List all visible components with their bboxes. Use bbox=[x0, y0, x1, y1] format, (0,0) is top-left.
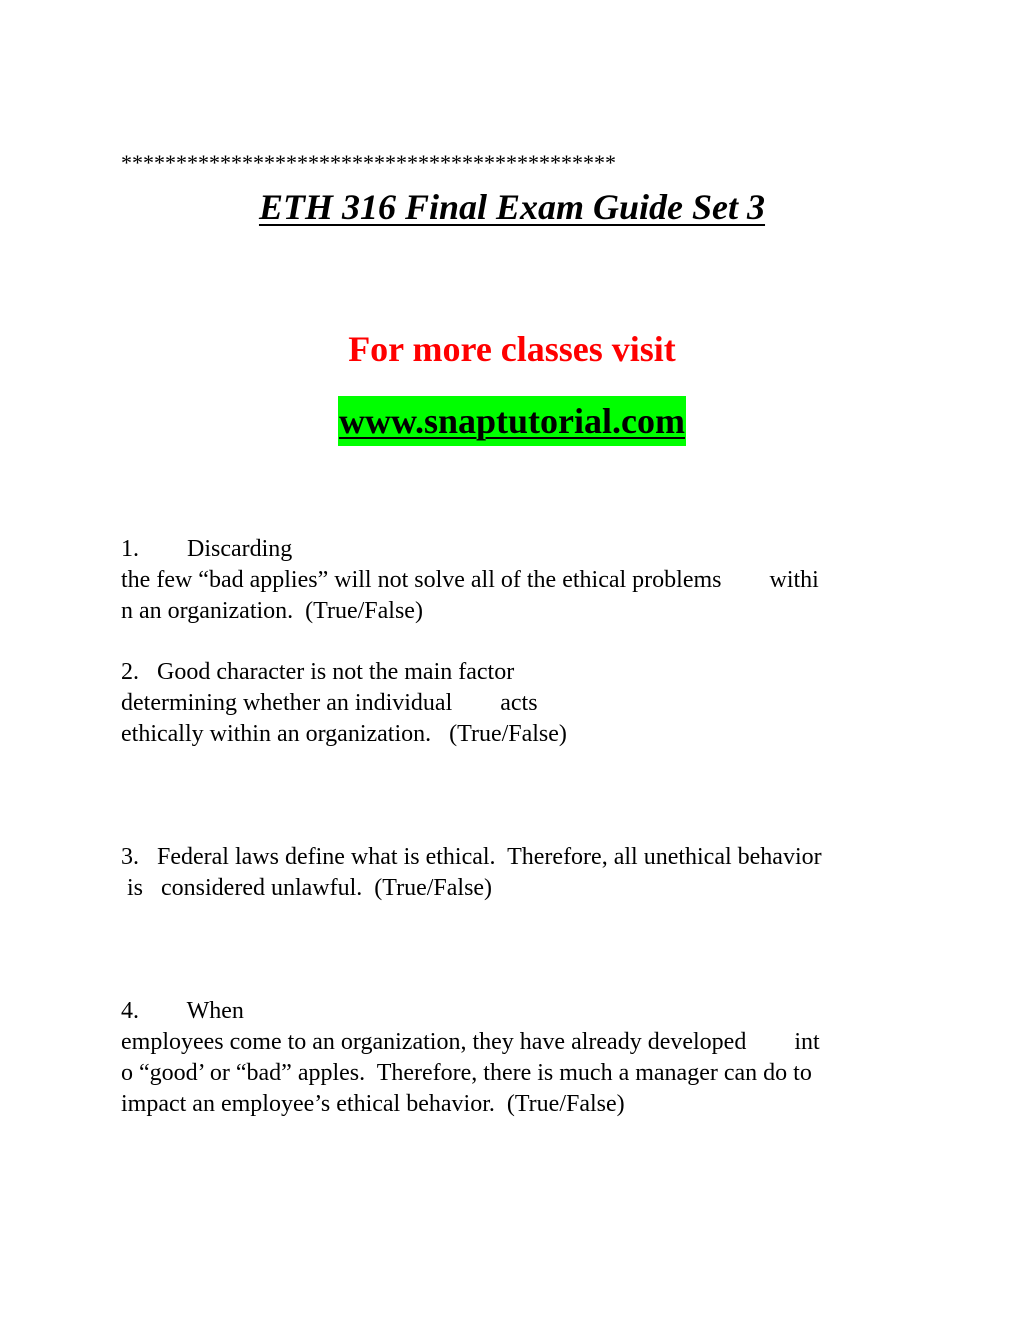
document-title: ETH 316 Final Exam Guide Set 3 bbox=[258, 187, 766, 227]
question-4-line-1: 4. When bbox=[121, 998, 244, 1024]
promo-text: For more classes visit bbox=[348, 329, 676, 369]
promo-link-container bbox=[0, 396, 1024, 446]
question-4-line-2: employees come to an organization, they have already developed int bbox=[121, 1029, 820, 1055]
question-1-line-1: 1. Discarding bbox=[121, 536, 293, 562]
question-2-line-1: 2. Good character is not the main factor bbox=[121, 659, 515, 685]
question-2-line-2: determining whether an individual acts bbox=[121, 690, 538, 716]
question-4-line-3: o “good’ or “bad” apples. Therefore, there is much a manager can do to bbox=[121, 1060, 812, 1086]
question-2-line-3: ethically within an organization. (True/False) bbox=[121, 721, 567, 747]
question-3-line-1: 3. Federal laws define what is ethical. Therefore, all unethical behavior bbox=[121, 844, 822, 870]
question-1-line-3: n an organization. (True/False) bbox=[121, 598, 423, 624]
question-3-line-2: is considered unlawful. (True/False) bbox=[121, 875, 493, 901]
asterisk-divider: ********************************************* bbox=[121, 150, 616, 175]
question-1-line-2: the few “bad applies” will not solve all of the ethical problems withi bbox=[121, 567, 819, 593]
question-4-line-4: impact an employee’s ethical behavior. (True/False) bbox=[121, 1091, 625, 1117]
website-link[interactable]: www.snaptutorial.com bbox=[338, 396, 686, 446]
